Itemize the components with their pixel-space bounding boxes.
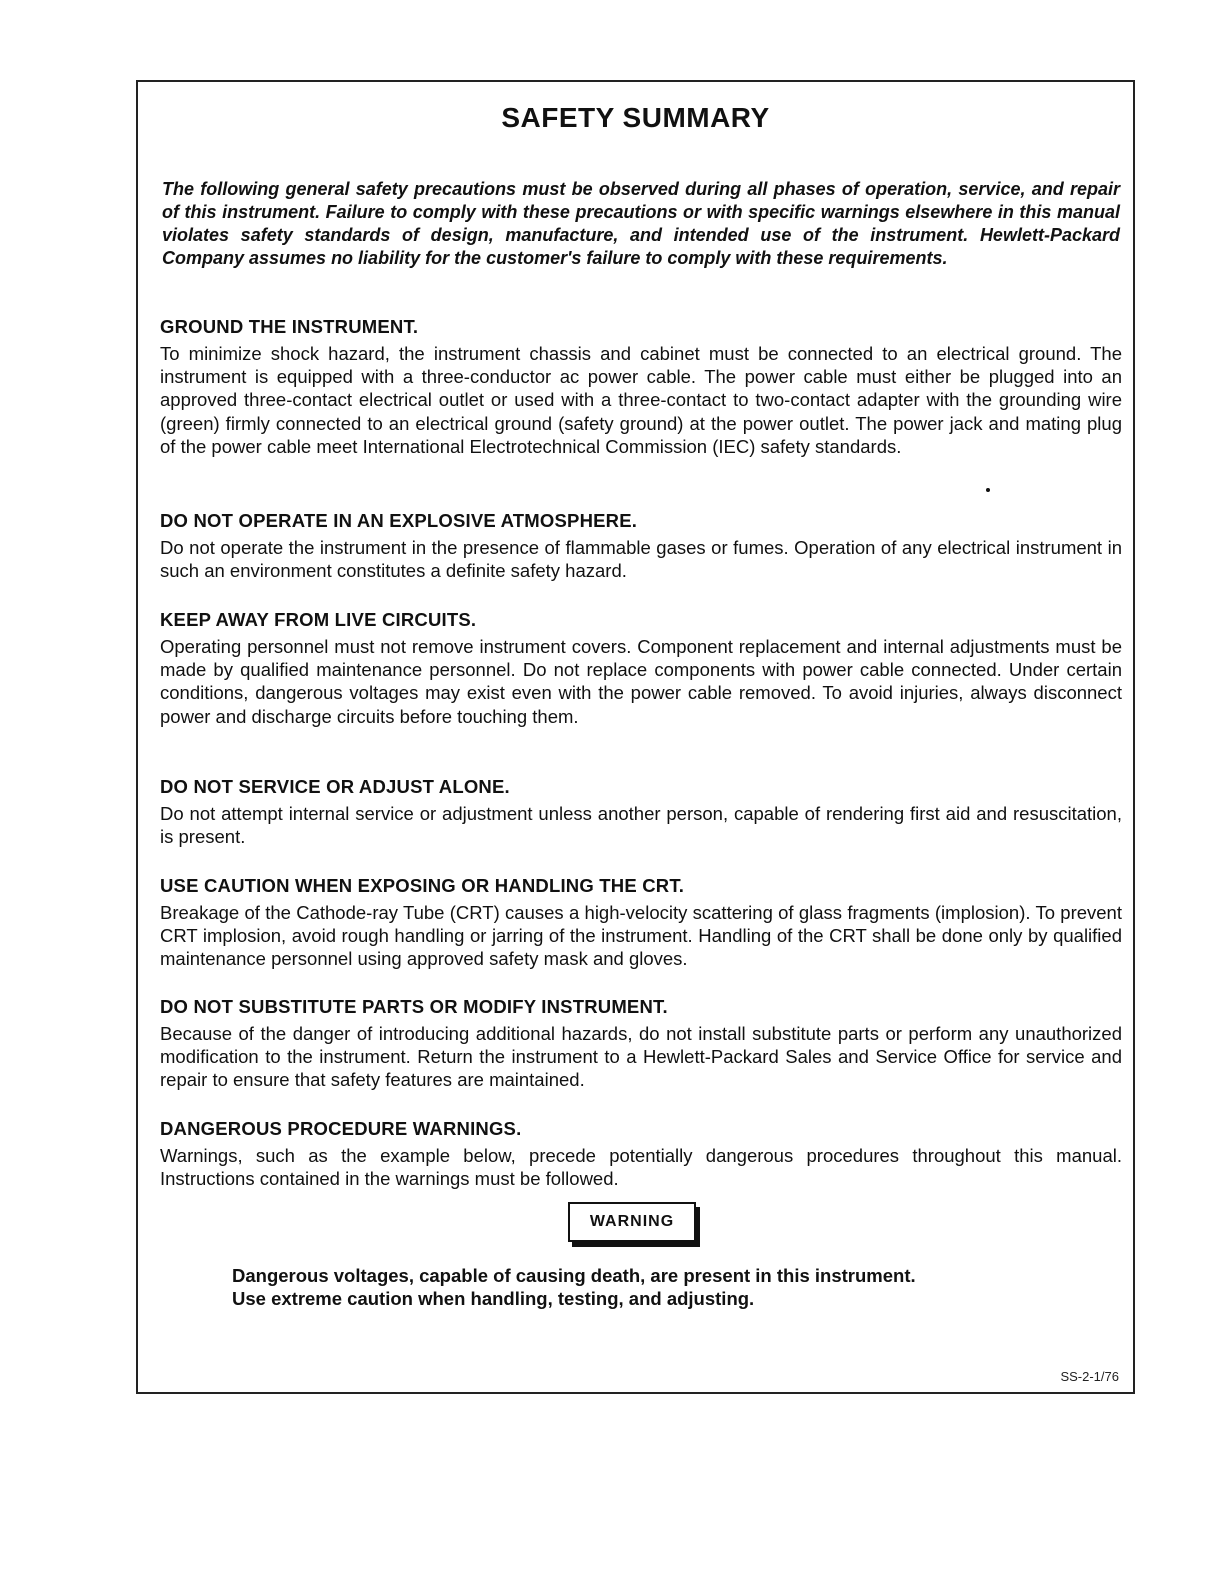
section-heading: DANGEROUS PROCEDURE WARNINGS. [160, 1118, 522, 1139]
section-heading: GROUND THE INSTRUMENT. [160, 316, 419, 337]
section-heading: USE CAUTION WHEN EXPOSING OR HANDLING THE CRT. [160, 875, 685, 896]
section-heading: DO NOT SUBSTITUTE PARTS OR MODIFY INSTRUMENT. [160, 996, 668, 1017]
safety-summary-frame [136, 80, 1135, 1394]
section-live-circuits [160, 609, 1122, 728]
document-code: SS-2-1/76 [1060, 1369, 1119, 1384]
section-body: To minimize shock hazard, the instrument chassis and cabinet must be connected to an electrical ground. The instrument is equipped with a three-conductor ac power cable. The power cable must either be plugged into an approved three-contact electrical outlet or used with a three-contact to two-contact adapter with the grounding wire (green) firmly connected to an electrical ground (safety ground) at the power outlet. The power jack and mating plug of the power cable meet International Electrotechnical Commission (IEC) safety standards. [160, 343, 1122, 457]
section-explosive [160, 510, 1122, 582]
section-body: Operating personnel must not remove instrument covers. Component replacement and internal adjustments must be made by qualified maintenance personnel. Do not replace components with power cable connected. Under certain conditions, dangerous voltages may exist even with the power cable removed. To avoid injuries, always disconnect power and discharge circuits before touching them. [160, 636, 1122, 727]
section-body: Do not attempt internal service or adjustment unless another person, capable of rendering first aid and resuscitation, is present. [160, 803, 1122, 848]
intro-paragraph: The following general safety precautions must be observed during all phases of operation, service, and repair of this instrument. Failure to comply with these precautions or with specific warnings elsewhere in this manual violates safety standards of design, manufacture, and intended use of the instrument. Hewlett-Packard Company assumes no liability for the customer's failure to comply with these requirements. [162, 179, 1120, 268]
warning-line-1: Dangerous voltages, capable of causing death, are present in this instrument. [232, 1265, 916, 1286]
page-title: SAFETY SUMMARY [501, 102, 770, 133]
warning-line-2: Use extreme caution when handling, testing, and adjusting. [232, 1288, 755, 1309]
warning-example-text [232, 1264, 1052, 1310]
section-dangerous-procedure [160, 1118, 1122, 1190]
section-ground [160, 316, 1122, 458]
section-heading: DO NOT SERVICE OR ADJUST ALONE. [160, 776, 510, 797]
section-substitute [160, 996, 1122, 1092]
section-body: Breakage of the Cathode-ray Tube (CRT) causes a high-velocity scattering of glass fragments (implosion). To prevent CRT implosion, avoid rough handling or jarring of the instrument. Handling of the CRT shall be done only by qualified maintenance personnel using approved safety mask and gloves. [160, 902, 1122, 970]
section-heading: DO NOT OPERATE IN AN EXPLOSIVE ATMOSPHERE. [160, 510, 638, 531]
warning-label-box: WARNING [568, 1202, 696, 1242]
section-crt [160, 875, 1122, 971]
section-body: Because of the danger of introducing additional hazards, do not install substitute parts or perform any unauthorized modification to the instrument. Return the instrument to a Hewlett-Packard Sales and Service Office for service and repair to ensure that safety features are maintained. [160, 1023, 1122, 1091]
section-heading: KEEP AWAY FROM LIVE CIRCUITS. [160, 609, 477, 630]
section-body: Warnings, such as the example below, precede potentially dangerous procedures throughout this manual. Instructions contained in the warnings must be followed. [160, 1145, 1122, 1190]
section-service-alone [160, 776, 1122, 848]
section-body: Do not operate the instrument in the presence of flammable gases or fumes. Operation of any electrical instrument in such an environment constitutes a definite safety hazard. [160, 537, 1122, 582]
stray-mark [986, 488, 990, 492]
